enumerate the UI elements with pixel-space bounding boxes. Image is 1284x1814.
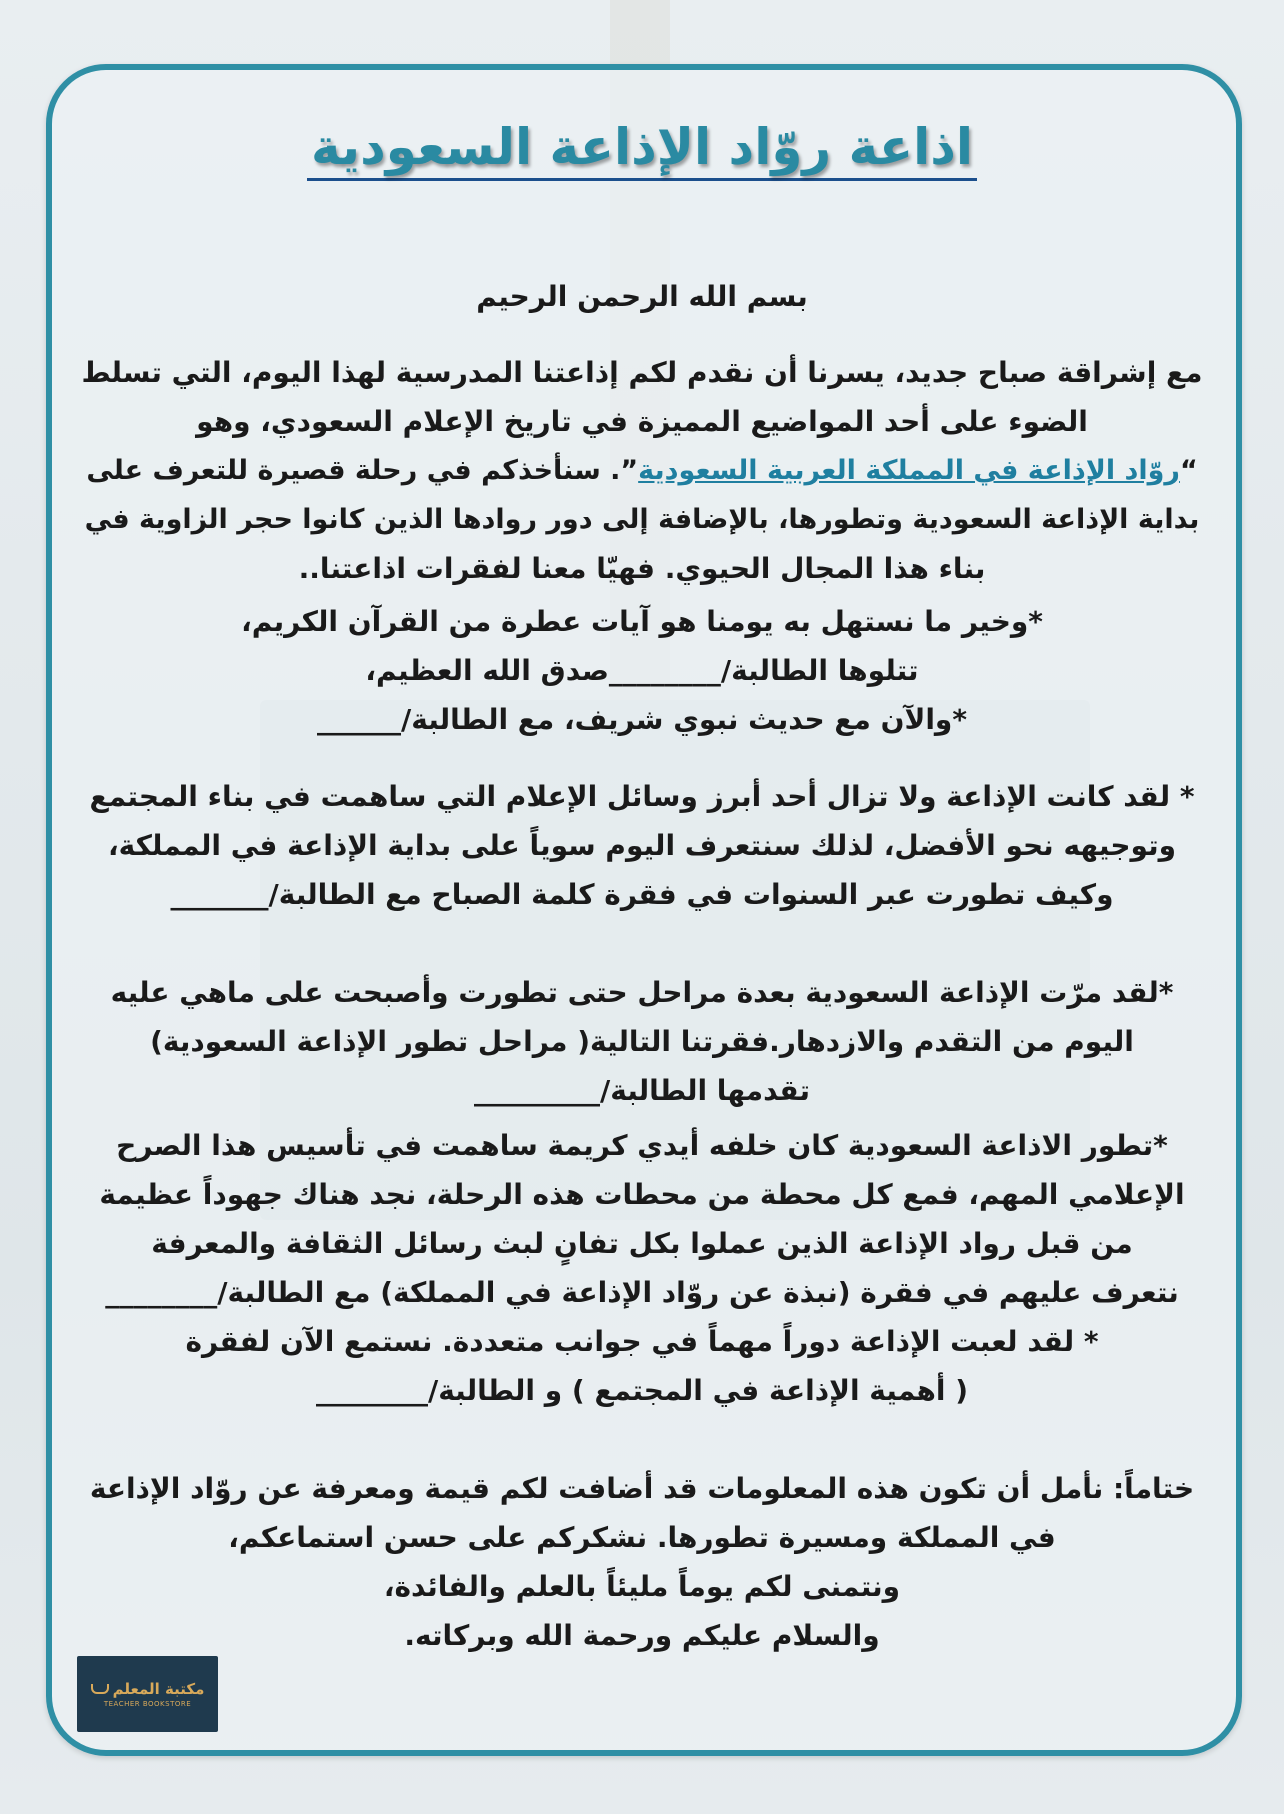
closing-line-2: في المملكة ومسيرة تطورها. نشكركم على حسن استماعكم،	[228, 1521, 1056, 1554]
intro-line-3	[70, 446, 1214, 495]
basmala-text: بسم الله الرحمن الرحيم	[476, 280, 808, 313]
morning-line-2: وتوجيهه نحو الأفضل، لذلك سنتعرف اليوم سوياً على بداية الإذاعة في المملكة،	[107, 829, 1176, 862]
morning-line-1: * لقد كانت الإذاعة ولا تزال أحد أبرز وسائل الإعلام التي ساهمت في بناء المجتمع	[89, 780, 1195, 813]
morning-word-section	[70, 772, 1214, 919]
closing-line-1: ختاماً: نأمل أن تكون هذه المعلومات قد أضافت لكم قيمة ومعرفة عن روّاد الإذاعة	[89, 1472, 1195, 1505]
closing-line-3: ونتمنى لكم يوماً مليئاً بالعلم والفائدة،	[383, 1570, 901, 1603]
morning-line-3: وكيف تطورت عبر السنوات في فقرة كلمة الصباح مع الطالبة/_______	[170, 878, 1114, 911]
pioneers-line-4: نتعرف عليهم في فقرة (نبذة عن روّاد الإذاعة في المملكة) مع الطالبة/________	[105, 1276, 1179, 1309]
teacher-bookstore-logo	[77, 1656, 218, 1732]
intro-topic-link[interactable]: روّاد الإذاعة في المملكة العربية السعودية	[638, 455, 1180, 486]
logo-english-text: TEACHER BOOKSTORE	[103, 1700, 192, 1708]
stages-line-3: تقدمها الطالبة/_________	[474, 1074, 810, 1107]
hadith-line: *والآن مع حديث نبوي شريف، مع الطالبة/______	[317, 703, 967, 736]
stages-line-1: *لقد مرّت الإذاعة السعودية بعدة مراحل حتى تطورت وأصبحت على ماهي عليه	[110, 976, 1174, 1009]
intro-line-4: بداية الإذاعة السعودية وتطورها، بالإضافة إلى دور روادها الذين كانوا حجر الزاوية في	[84, 504, 1200, 535]
logo-row	[91, 1680, 205, 1698]
quran-line-1: *وخير ما نستهل به يومنا هو آيات عطرة من القرآن الكريم،	[241, 605, 1043, 638]
pioneers-line-2: الإعلامي المهم، فمع كل محطة من محطات هذه الرحلة، نجد هناك جهوداً عظيمة	[99, 1178, 1185, 1211]
importance-line-2: ( أهمية الإذاعة في المجتمع ) و الطالبة/________	[315, 1374, 969, 1407]
intro-line-5: بناء هذا المجال الحيوي. فهيّا معنا لفقرات اذاعتنا..	[298, 552, 986, 585]
pioneers-line-1: *تطور الاذاعة السعودية كان خلفه أيدي كريمة ساهمت في تأسيس هذا الصرح	[116, 1129, 1168, 1162]
closing-section	[70, 1464, 1214, 1660]
logo-arabic-text: مكتبة المعلم	[112, 1680, 205, 1698]
intro-line-3-rest: ”. سنأخذكم في رحلة قصيرة للتعرف على	[86, 455, 639, 486]
stages-section	[70, 968, 1214, 1115]
pioneers-line-3: من قبل رواد الإذاعة الذين عملوا بكل تفانٍ لبث رسائل الثقافة والمعرفة	[151, 1227, 1133, 1260]
closing-line-4: والسلام عليكم ورحمة الله وبركاته.	[404, 1619, 880, 1652]
intro-line-2: الضوء على أحد المواضيع المميزة في تاريخ الإعلام السعودي، وهو	[196, 405, 1088, 438]
page-title-text: اذاعة روّاد الإذاعة السعودية	[307, 118, 977, 181]
open-book-icon	[91, 1684, 109, 1694]
basmala	[70, 272, 1214, 321]
intro-paragraph	[70, 348, 1214, 593]
page-title	[0, 118, 1284, 176]
quran-line-2: تتلوها الطالبة/________صدق الله العظيم،	[365, 654, 919, 687]
importance-line-1: * لقد لعبت الإذاعة دوراً مهماً في جوانب متعددة. نستمع الآن لفقرة	[185, 1325, 1099, 1358]
stages-line-2: اليوم من التقدم والازدهار.فقرتنا التالية( مراحل تطور الإذاعة السعودية)	[150, 1025, 1134, 1058]
pioneers-section	[70, 1121, 1214, 1415]
quran-section	[70, 597, 1214, 744]
intro-quote-open: “	[1179, 455, 1198, 486]
intro-line-1: مع إشراقة صباح جديد، يسرنا أن نقدم لكم إذاعتنا المدرسية لهذا اليوم، التي تسلط	[81, 356, 1203, 389]
